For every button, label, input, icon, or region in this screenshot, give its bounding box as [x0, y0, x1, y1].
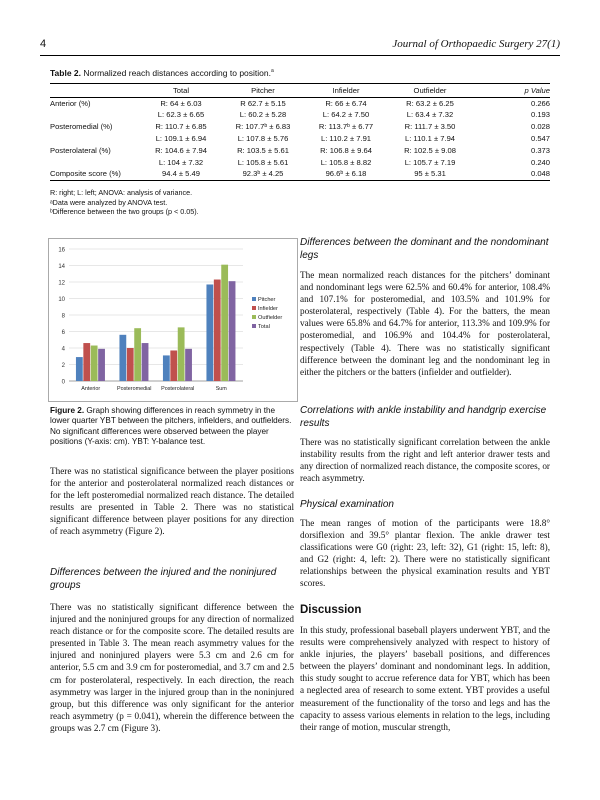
table-cell: R: 111.7 ± 3.50 — [404, 122, 456, 132]
table-cell: 0.547 — [530, 133, 550, 143]
table-cell: R: 66 ± 6.74 — [325, 98, 367, 108]
section-heading-correlations: Correlations with ankle instability and handgrip exercise results — [300, 405, 547, 429]
bar — [229, 281, 236, 381]
legend-swatch — [252, 324, 256, 328]
table-cell: R 62.7 ± 5.15 — [240, 98, 286, 108]
figure-caption — [50, 406, 294, 448]
y-tick-label: 14 — [58, 264, 65, 270]
right-paragraph-2: There was no statistically significant correlation between the ankle instability results from the right and left anterior drawer tests and any direction of normalized reach distance, the composite scores, or reach asymmetry. — [300, 437, 550, 484]
table-2 — [50, 83, 550, 181]
table-cell: R: 104.6 ± 7.94 — [155, 145, 207, 155]
table-cell: 0.266 — [530, 98, 550, 108]
table-cell: R: 103.5 ± 5.61 — [237, 145, 289, 155]
legend-swatch — [252, 306, 256, 310]
chart-svg — [49, 239, 297, 401]
table-header-row — [50, 84, 550, 98]
bar — [134, 328, 141, 381]
table-caption — [50, 68, 274, 78]
y-tick-label: 2 — [61, 363, 65, 369]
table-cell: L: 105.8 ± 5.61 — [237, 157, 289, 167]
bar — [170, 350, 177, 381]
right-paragraph-4: In this study, professional baseball players underwent YBT, and the results were comprehensively analyzed with respect to history of ankle injuries, the players’ baseball positions, and differences between the players’ dominant and nondominant legs. In addition, this study sought to accrue reference data for YBT, which has been a neglected area of research to some extent. YBT provides a useful measurement of the functionality of the torso and legs and has the capacity to assess various elements in relation to the legs, including their range of motion, muscular strength, — [300, 625, 550, 732]
bar — [206, 284, 213, 381]
legend-label: Pitcher — [258, 297, 276, 303]
table-caption-sup: a — [270, 68, 274, 75]
page-number: 4 — [40, 38, 47, 50]
table-cell: L: 110.2 ± 7.91 — [320, 133, 372, 143]
bar — [163, 355, 170, 381]
table-cell: 94.4 ± 5.49 — [140, 169, 222, 181]
table-cell: 0.193 — [530, 110, 550, 120]
x-tick-label: Anterior — [81, 386, 101, 392]
bar — [127, 348, 134, 381]
bar — [91, 346, 98, 381]
table-cell: 0.373 — [530, 145, 550, 155]
table-cell: 0.028 — [530, 122, 550, 132]
table-cell: L: 105.7 ± 7.19 — [404, 157, 456, 167]
table-cell: 96.6ᵇ ± 6.18 — [304, 169, 388, 181]
row-label — [50, 133, 140, 145]
y-tick-label: 4 — [61, 346, 65, 353]
y-tick-label: 8 — [61, 313, 65, 320]
table-col-header: Infielder — [304, 84, 388, 98]
table-caption-text: Normalized reach distances according to position. — [83, 68, 271, 78]
table-cell: L: 104 ± 7.32 — [158, 157, 204, 167]
table-cell: 0.240 — [530, 157, 550, 167]
legend-label: Total — [258, 324, 270, 330]
table-row — [50, 133, 550, 145]
table-note: ᵇDifference between the two groups (p < 0.05). — [50, 207, 199, 217]
table-cell: L: 64.2 ± 7.50 — [322, 110, 370, 120]
legend-label: Outfielder — [258, 315, 283, 321]
running-header — [40, 38, 560, 54]
bar — [142, 343, 149, 381]
table-cell: 0.048 — [472, 169, 550, 181]
row-label: Composite score (%) — [50, 169, 140, 181]
table-cell: 92.3ᵇ ± 4.25 — [222, 169, 304, 181]
section-heading-dominant: Differences between the dominant and the nondominant legs — [300, 237, 549, 261]
table-cell: 95 ± 5.31 — [388, 169, 472, 181]
y-tick-label: 12 — [58, 280, 65, 287]
header-rule — [40, 55, 560, 56]
table-cell: L: 110.1 ± 7.94 — [404, 133, 456, 143]
table-row — [50, 98, 550, 110]
table-cell: R: 64 ± 6.03 — [160, 98, 202, 108]
bar — [83, 343, 90, 381]
figure-caption-text: Graph showing differences in reach symmetry in the lower quarter YBT between the pitchers, infielders, and outfielders. No significant differences were observed between the player positions (Y-axis: cm). YBT: Y-balance test. — [50, 406, 292, 447]
row-label — [50, 110, 140, 122]
table-note: ᵃData were analyzed by ANOVA test. — [50, 197, 168, 207]
table-row — [50, 169, 550, 181]
table-col-header: p Value — [472, 84, 550, 98]
table-cell: L: 107.8 ± 5.76 — [237, 133, 289, 143]
x-tick-label: Posterolateral — [161, 386, 195, 392]
bar — [178, 327, 185, 381]
left-paragraph-1: There was no statistical significance between the player positions for the anterior and posterolateral normalized reach distances or for the left posteromedial normalized reach distance. The detailed results are presented in Table 2. There was no statistical significant difference between player positions for any direction of reach asymmetry (Figure 2). — [50, 466, 294, 537]
table-col-header: Pitcher — [222, 84, 304, 98]
right-paragraph-3: The mean ranges of motion of the participants were 18.8° dorsiflexion and 39.5° plantar flexion. The ankle drawer test classifications were G0 (right: 23, left: 32), G1 (right: 15, left: 8), and G2 (right: 4, left: 2). There were no statistically significant relationships between the physical examination results and YBT scores. — [300, 518, 550, 589]
table-cell: R: 113.7ᵇ ± 6.77 — [318, 122, 374, 132]
row-label — [50, 157, 140, 169]
table-cell: R: 106.8 ± 9.64 — [320, 145, 372, 155]
table-note: R: right; L: left; ANOVA: analysis of variance. — [50, 188, 193, 197]
table-cell: R: 102.5 ± 9.08 — [404, 145, 456, 155]
table-cell: R: 110.7 ± 6.85 — [155, 122, 207, 132]
bar — [98, 349, 105, 381]
y-tick-label: 16 — [58, 247, 65, 254]
left-paragraph-2: There was no statistically significant difference between the injured and the noninjured groups for any direction of normalized reach distance or for the composite score. The detailed results are presented in Table 3. The mean reach asymmetry values for the injured and noninjured players were 5.3 cm and 2.6 cm for anterior, 5.5 cm and 3.9 cm for posteromedial, and 3.7 cm and 2.5 cm for posterolateral, respectively. In each direction, the reach asymmetry was larger in the injured group than in the noninjured group, but this difference was only significant for the anterior reach asymmetry (p = 0.041), wherein the difference between the groups was 2.7 cm (Figure 3). — [50, 602, 294, 733]
bar-chart — [48, 238, 298, 402]
table-notes — [50, 188, 199, 217]
table-label: Table 2. — [50, 68, 82, 78]
table-cell: L: 62.3 ± 6.65 — [157, 110, 205, 120]
row-label: Anterior (%) — [50, 98, 91, 108]
table-cell: L: 63.4 ± 7.32 — [406, 110, 454, 120]
journal-title: Journal of Orthopaedic Surgery 27(1) — [392, 38, 560, 50]
table-col-header: Total — [140, 84, 222, 98]
bar — [214, 280, 221, 381]
figure-label: Figure 2. — [50, 406, 85, 415]
table-cell: L: 109.1 ± 6.94 — [155, 133, 207, 143]
y-tick-label: 10 — [58, 297, 65, 303]
y-tick-label: 0 — [61, 379, 65, 386]
table-cell: R: 107.7ᵇ ± 6.83 — [235, 122, 291, 132]
table-row — [50, 157, 550, 169]
table-cell: L: 105.8 ± 8.82 — [320, 157, 372, 167]
legend-swatch — [252, 315, 256, 319]
legend-swatch — [252, 297, 256, 301]
table-cell: L: 60.2 ± 5.28 — [239, 110, 287, 120]
bar — [76, 357, 83, 381]
table-cell: R: 63.2 ± 6.25 — [406, 98, 454, 108]
legend-label: Infielder — [258, 306, 278, 312]
x-tick-label: Sum — [215, 386, 227, 392]
x-tick-label: Posteromedial — [117, 386, 152, 392]
section-heading-discussion: Discussion — [300, 604, 362, 616]
y-tick-label: 6 — [61, 330, 65, 336]
section-heading-injured: Differences between the injured and the noninjured groups — [50, 567, 277, 591]
bar — [185, 349, 192, 381]
bar — [119, 335, 126, 381]
table-col-header — [50, 84, 140, 98]
section-heading-physical: Physical examination — [300, 499, 394, 510]
table-row — [50, 145, 550, 157]
right-paragraph-1: The mean normalized reach distances for the pitchers’ dominant and nondominant legs were 62.5% and 60.4% for anterior, 108.4% and 107.1% for posteromedial, and 103.5% and 101.9% for posterolateral, respectively (Table 4). For the batters, the mean values were 65.8% and 64.7% for anterior, 113.3% and 109.9% for posteromedial, and 106.9% and 104.4% for posterolateral, respectively (Table 4). There was no statistically significant difference between the dominant leg and the nondominant leg in either the pitchers or the batters (infielder and outfielder). — [300, 270, 550, 377]
row-label: Posterolateral (%) — [50, 145, 111, 155]
table-col-header: Outfielder — [388, 84, 472, 98]
table-row — [50, 110, 550, 122]
table-row — [50, 122, 550, 134]
bar — [221, 265, 228, 381]
row-label: Posteromedial (%) — [50, 122, 113, 132]
